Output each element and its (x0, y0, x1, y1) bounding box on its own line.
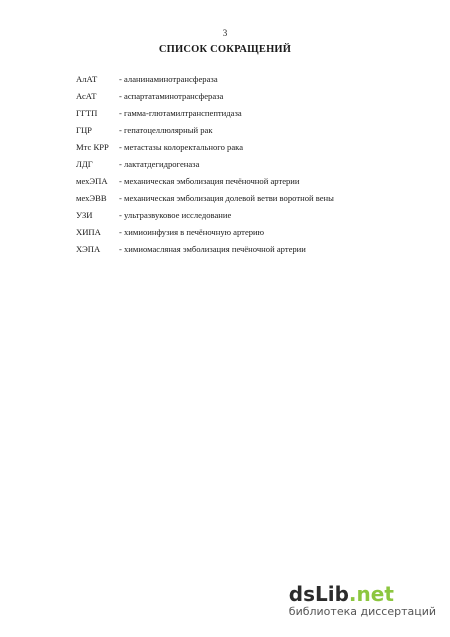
dslib-logo (289, 584, 436, 604)
dslib-watermark[interactable] (289, 584, 436, 619)
abbreviation-definition: - метастазы колоректального рака (119, 142, 244, 152)
abbreviation-definition: - ультразвуковое исследование (119, 210, 232, 220)
list-item (76, 244, 416, 261)
list-item (76, 193, 416, 210)
list-item (76, 142, 416, 159)
abbreviation-definition: - аспартатаминотрансфераза (119, 91, 224, 101)
abbreviation-term: АлАТ (76, 74, 98, 84)
abbreviation-list (76, 74, 416, 261)
list-item (76, 210, 416, 227)
abbreviation-definition: - механическая эмболизация печёночной артерии (119, 176, 300, 186)
abbreviation-term: мехЭВВ (76, 193, 107, 203)
list-item (76, 108, 416, 125)
page-title: СПИСОК СОКРАЩЕНИЙ (158, 44, 292, 55)
abbreviation-definition: - лактатдегидрогеназа (119, 159, 200, 169)
list-item (76, 176, 416, 193)
list-item (76, 159, 416, 176)
list-item (76, 227, 416, 244)
abbreviation-definition: - аланинаминотрансфераза (119, 74, 218, 84)
abbreviation-term: ХЭПА (76, 244, 101, 254)
abbreviation-term: АсАТ (76, 91, 97, 101)
abbreviation-definition: - гамма-глютамилтранспептидаза (119, 108, 242, 118)
abbreviation-term: мехЭПА (76, 176, 108, 186)
abbreviation-term: УЗИ (76, 210, 93, 220)
abbreviation-term: ГГТП (76, 108, 98, 118)
abbreviation-definition: - химиоинфузия в печёночную артерию (119, 227, 265, 237)
page-number: 3 (222, 28, 228, 38)
logo-text-main: dsLib (288, 582, 349, 606)
logo-text-domain: .net (348, 582, 394, 606)
list-item (76, 74, 416, 91)
abbreviation-term: ГЦР (76, 125, 92, 135)
abbreviation-definition: - химиомасляная эмболизация печёночной артерии (119, 244, 306, 254)
abbreviation-term: ХИПА (76, 227, 101, 237)
list-item (76, 125, 416, 142)
list-item (76, 91, 416, 108)
watermark-subtitle: библиотека диссертаций (288, 605, 436, 618)
abbreviation-definition: - гепатоцеллюлярный рак (119, 125, 213, 135)
abbreviation-definition: - механическая эмболизация долевой ветви воротной вены (119, 193, 334, 203)
abbreviation-term: Мтс КРР (76, 142, 109, 152)
abbreviation-term: ЛДГ (76, 159, 93, 169)
